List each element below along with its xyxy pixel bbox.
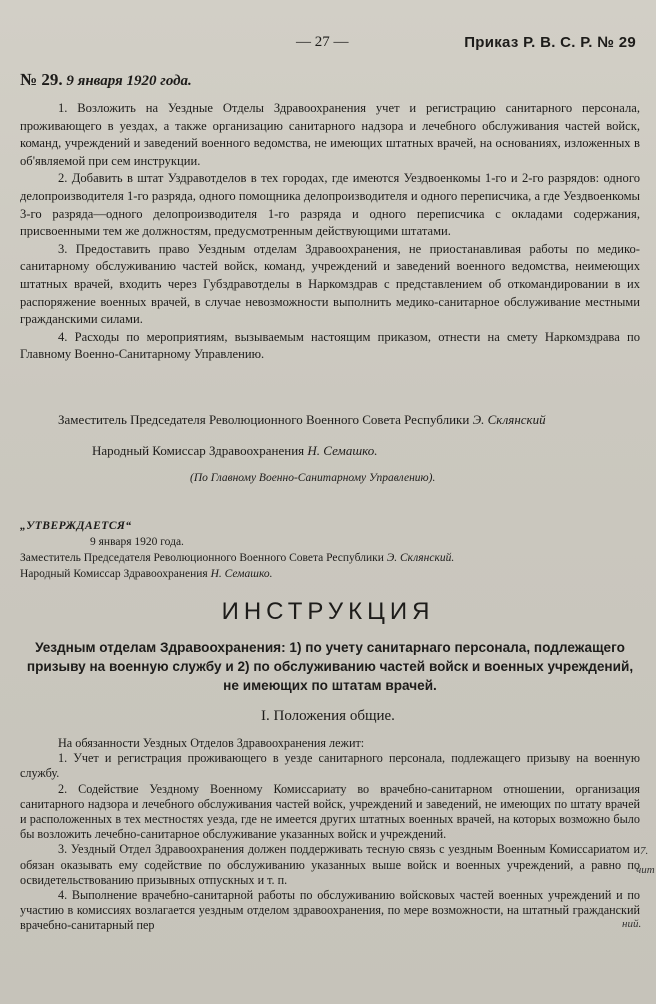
deputy-label: Заместитель Председателя Революционного Военного Совета Республики — [58, 412, 470, 427]
instruction-item-1: 1. Учет и регистрация проживающего в уезде санитарного персонала, подлежащего призыву на военную службу. — [20, 751, 640, 781]
approval-date: 9 января 1920 года. — [90, 536, 184, 548]
order-paragraph-2: 2. Добавить в штат Уздравотделов в тех городах, где имеются Уездвоенкомы 1-го и 2-го разрядов: одного делопроизводителя 1-го разряда, одного помощника делопроизводителя и одного переписчика, а где Уездвоенкомы 3-го разряда—одного делопроизводителя 1-го разряда и одного переписчика с окладами содержания, присвоенными тем же должностям, предусмотренным действующими штатами. — [20, 171, 640, 239]
section-heading: I. Положения общие. — [261, 708, 395, 724]
approval-commissar-label: Народный Комиссар Здравоохранения — [20, 568, 208, 580]
distribution-note: (По Главному Военно-Санитарному Управлению). — [190, 472, 436, 484]
commissar-name: Н. Семашко. — [307, 443, 378, 458]
order-heading — [20, 70, 192, 90]
deputy-signature — [58, 412, 546, 428]
commissar-label: Народный Комиссар Здравоохранения — [92, 443, 305, 458]
deputy-name: Э. Склянский — [472, 412, 546, 427]
instruction-item-2: 2. Содействие Уездному Военному Комиссариату во врачебно-санитарном отношении, организация санитарного надзора и лечебного обслуживания частей войск, учреждений и заведений, не имеющих по штату врачей и расположенных в тех местностях уезда, где не имеется других штатных военных врачей, на которых возможно было бы возложить лечебно-санитарное обслуживание указанных войск и учреждений. — [20, 781, 640, 842]
instruction-body — [20, 736, 640, 934]
order-date: 9 января 1920 года. — [66, 73, 192, 89]
approval-title: „УТВЕРЖДАЕТСЯ“ — [20, 520, 132, 532]
running-title: Приказ Р. В. С. Р. № 29 — [464, 34, 636, 51]
instruction-subtitle: Уездным отделам Здравоохранения: 1) по учету санитарнаго персонала, подлежащего призыву на военную службу и 2) по обслуживанию частей войск и военных учреждений, не имеющих по штатам врачей. — [26, 640, 634, 693]
margin-note-2: чит — [636, 864, 655, 876]
commissar-signature — [92, 443, 377, 459]
approval-block — [20, 518, 454, 582]
order-paragraph-4: 4. Расходы по мероприятиям, вызываемым настоящим приказом, отнести на смету Наркомздрава по Главному Военно-Санитарному Управлению. — [20, 329, 640, 362]
approval-deputy — [20, 550, 454, 566]
approval-commissar — [20, 566, 454, 582]
approval-commissar-name: Н. Семашко. — [210, 568, 273, 580]
order-paragraph-3: 3. Предоставить право Уездным отделам Здравоохранения, не приостанавливая работы по медико-санитарному обслуживанию частей войск, команд, учреждений и заведений военного ведомства, неимеющих штатных врачей, входить через Губздравотделы в Наркомздрав с представлением об откомандировании в их распоряжение военных врачей, в случае невозможности выполнить медико-санитарное обслуживание местными гражданскими силами. — [20, 241, 640, 327]
page-header — [0, 34, 656, 54]
page-number: — 27 — — [296, 34, 349, 50]
instruction-title: ИНСТРУКЦИЯ — [221, 598, 435, 625]
order-number: № 29. — [20, 70, 63, 89]
instruction-intro: На обязанности Уездных Отделов Здравоохранения лежит: — [58, 736, 365, 750]
order-body — [20, 100, 640, 364]
instruction-item-3: 3. Уездный Отдел Здравоохранения должен поддерживать тесную связь с уездным Военным Комиссариатом и обязан оказывать ему содействие по обслуживанию указанных выше войск и военных учреждений, а равно по освидетельствованию призывных отпускных и т. п. — [20, 842, 640, 887]
approval-deputy-label: Заместитель Председателя Революционного Военного Совета Республики — [20, 552, 384, 564]
margin-note-1: 7. — [640, 845, 649, 857]
margin-note-3: ний. — [622, 918, 642, 930]
instruction-item-4: 4. Выполнение врачебно-санитарной работы по обслуживанию войсковых частей военных учреждений и по участию в комиссиях возлагается уездным отделом здравоохранения, по мере возможности, на штатный гражданский врачебно-санитарный пер — [20, 888, 640, 933]
order-paragraph-1: 1. Возложить на Уездные Отделы Здравоохранения учет и регистрацию санитарного персонала, проживающего в уездах, а также организацию санитарного надзора и лечебного обслуживания частей войск, команд, учреждений и заведений военного ведомства, не имеющих штатных врачей, на основаниях, изложенных в об'являемой при сем инструкции. — [20, 101, 640, 168]
approval-deputy-name: Э. Склянский. — [386, 552, 455, 564]
